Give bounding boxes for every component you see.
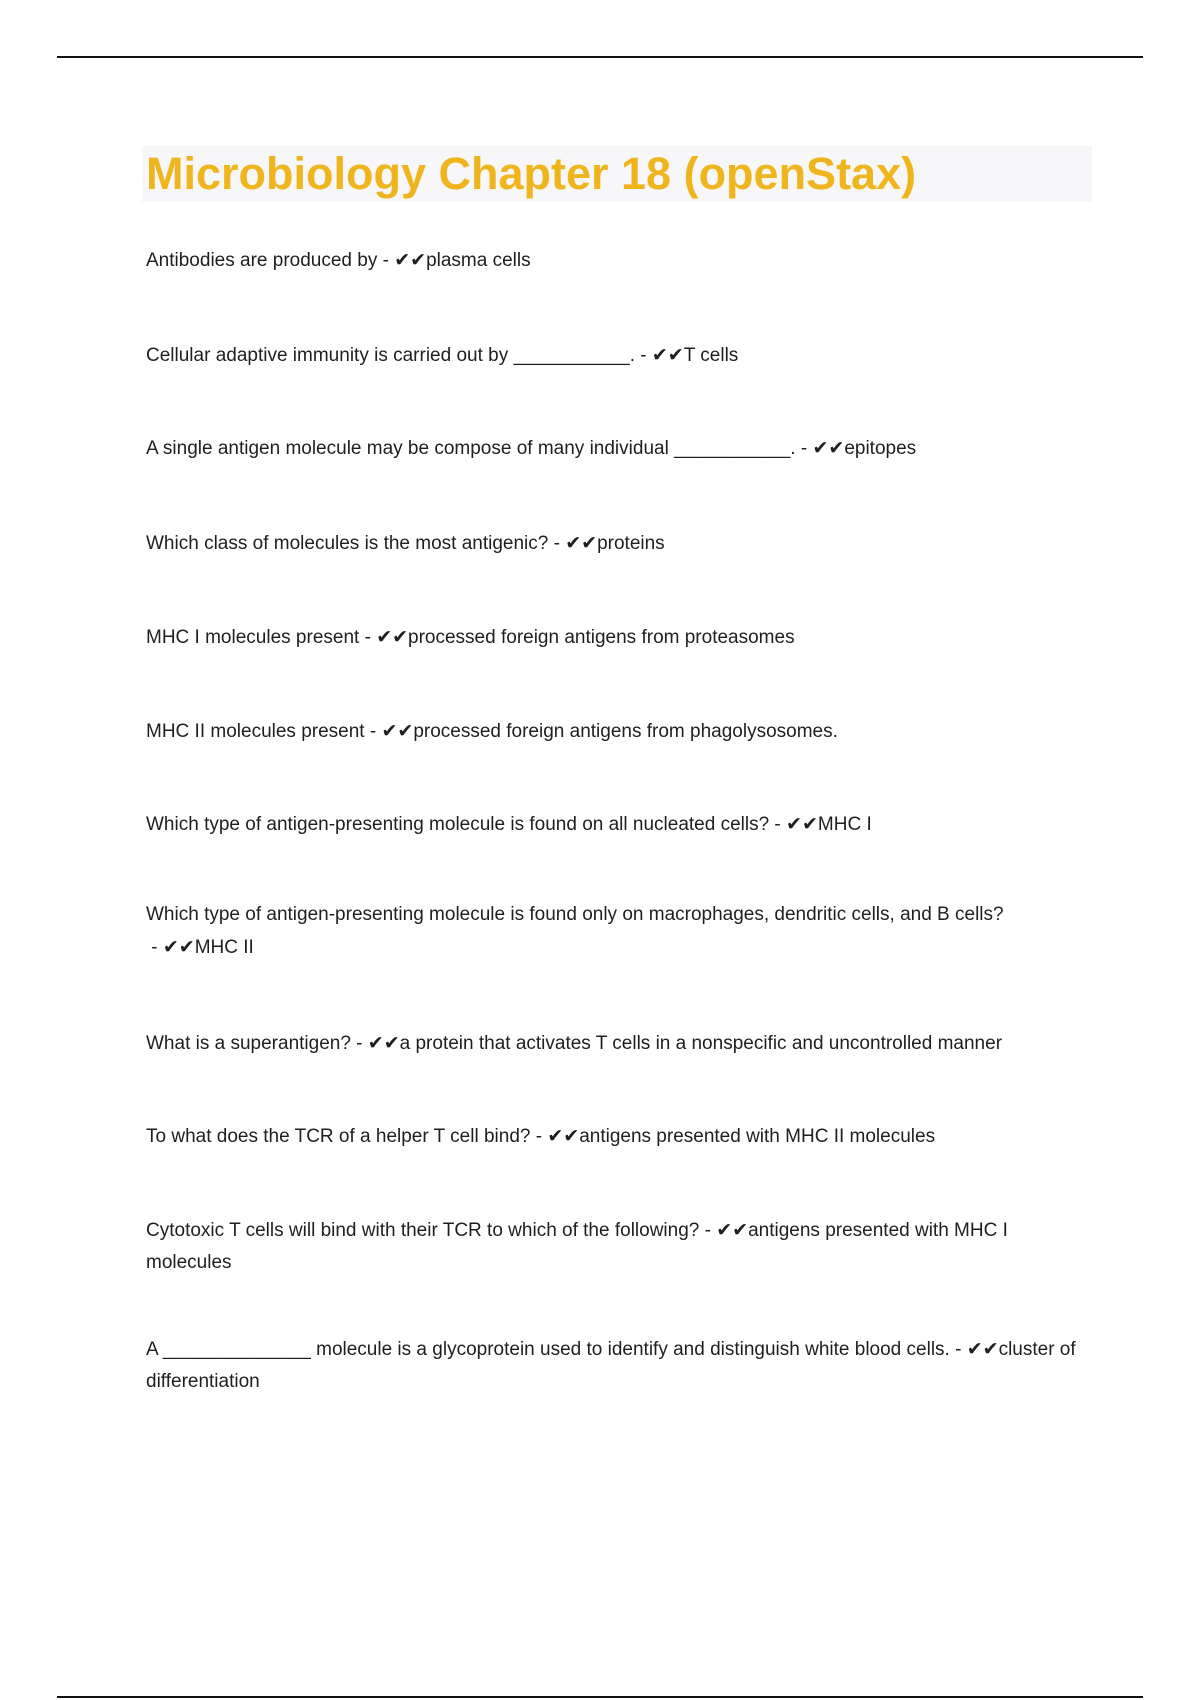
answer-text: processed foreign antigens from proteasomes — [408, 627, 795, 648]
qa-item-8 — [146, 899, 1076, 964]
double-check-icon: ✔✔ — [786, 813, 818, 835]
question-text: Cytotoxic T cells will bind with their TCR to which of the following? — [146, 1220, 700, 1241]
double-check-icon: ✔✔ — [547, 1125, 580, 1147]
qa-item-7 — [146, 808, 1076, 841]
qa-item-10 — [146, 1120, 1076, 1153]
question-text: To what does the TCR of a helper T cell bind? — [146, 1126, 531, 1147]
separator: - — [795, 438, 813, 459]
qa-item-2 — [146, 339, 1076, 372]
question-text: MHC II molecules present — [146, 721, 365, 742]
question-text: A single antigen molecule may be compose of many individual ___________. — [146, 438, 796, 459]
top-rule — [57, 56, 1143, 58]
qa-item-9 — [146, 1027, 1076, 1060]
separator: - — [769, 814, 787, 835]
bottom-rule — [57, 1696, 1143, 1698]
separator: - — [699, 1220, 717, 1241]
double-check-icon: ✔✔ — [812, 437, 845, 459]
qa-item-3 — [146, 432, 1076, 465]
double-check-icon: ✔✔ — [716, 1219, 749, 1241]
double-check-icon: ✔✔ — [376, 626, 409, 648]
answer-text: proteins — [597, 533, 665, 554]
answer-text: a protein that activates T cells in a nonspecific and uncontrolled manner — [399, 1033, 1003, 1054]
qa-item-4 — [146, 527, 1076, 560]
question-text: Which type of antigen-presenting molecule is found only on macrophages, dendritic cells, and B cells? — [146, 904, 1004, 925]
page-title: Microbiology Chapter 18 (openStax) — [146, 148, 917, 199]
answer-text: antigens presented with MHC II molecules — [579, 1126, 936, 1147]
separator: - — [350, 1033, 368, 1054]
question-text: Which class of molecules is the most antigenic? — [146, 533, 549, 554]
question-text: A ______________ molecule is a glycoprotein used to identify and distinguish white blood cells. — [146, 1339, 950, 1360]
question-text: Which type of antigen-presenting molecule is found on all nucleated cells? — [146, 814, 770, 835]
question-text: Antibodies are produced by — [146, 250, 378, 271]
answer-text: plasma cells — [426, 250, 531, 271]
answer-text: processed foreign antigens from phagolysosomes. — [413, 721, 838, 742]
answer-text: cluster of differentiation — [146, 1339, 1076, 1392]
separator: - — [359, 627, 377, 648]
qa-item-6 — [146, 715, 1076, 748]
answer-text: T cells — [683, 345, 739, 366]
qa-item-12 — [146, 1333, 1076, 1398]
double-check-icon: ✔✔ — [394, 249, 427, 271]
double-check-icon: ✔✔ — [381, 720, 414, 742]
answer-text: antigens presented with MHC I molecules — [146, 1220, 1008, 1273]
double-check-icon: ✔✔ — [651, 344, 684, 366]
double-check-icon: ✔✔ — [966, 1338, 999, 1360]
question-text: Cellular adaptive immunity is carried out by ___________. — [146, 345, 635, 366]
question-text: What is a superantigen? — [146, 1033, 351, 1054]
separator: - — [949, 1339, 967, 1360]
question-text: MHC I molecules present — [146, 627, 360, 648]
answer-text: MHC I — [817, 814, 872, 835]
double-check-icon: ✔✔ — [367, 1032, 400, 1054]
answer-text: MHC II — [194, 937, 254, 958]
separator: - — [146, 937, 163, 958]
qa-item-5 — [146, 621, 1076, 654]
separator: - — [635, 345, 652, 366]
double-check-icon: ✔✔ — [565, 532, 598, 554]
separator: - — [548, 533, 566, 554]
qa-item-11 — [146, 1214, 1076, 1279]
separator: - — [364, 721, 382, 742]
double-check-icon: ✔✔ — [162, 936, 195, 958]
separator: - — [377, 250, 395, 271]
separator: - — [530, 1126, 548, 1147]
qa-item-1 — [146, 244, 1076, 277]
answer-text: epitopes — [844, 438, 917, 459]
